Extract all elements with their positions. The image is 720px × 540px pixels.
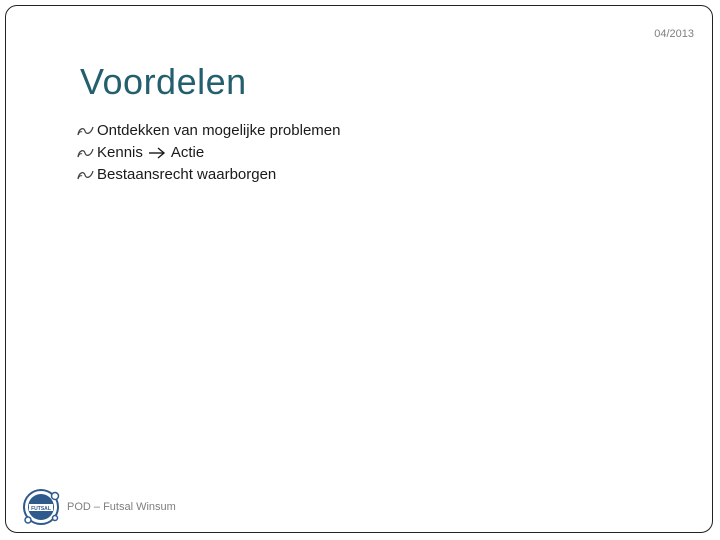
bullet-text: Bestaansrecht waarborgen (97, 166, 277, 183)
bullet-item (76, 142, 340, 164)
footer-text: POD – Futsal Winsum (67, 501, 176, 513)
bullet-item (76, 164, 340, 186)
right-arrow-icon (147, 146, 167, 160)
bullet-text-after: Actie (170, 144, 205, 161)
slide-title: Voordelen (80, 61, 247, 102)
footer (21, 487, 176, 527)
svg-text:FUTSAL: FUTSAL (31, 506, 51, 512)
slide (5, 5, 713, 533)
club-logo-icon (21, 487, 61, 527)
bullet-item (76, 120, 340, 142)
ribbon-bullet-icon (76, 146, 96, 160)
ribbon-bullet-icon (76, 168, 96, 182)
bullet-text-before: Kennis (97, 144, 143, 161)
slide-date: 04/2013 (654, 28, 694, 40)
bullet-list (76, 120, 340, 186)
ribbon-bullet-icon (76, 124, 96, 138)
bullet-text: Ontdekken van mogelijke problemen (97, 122, 341, 139)
